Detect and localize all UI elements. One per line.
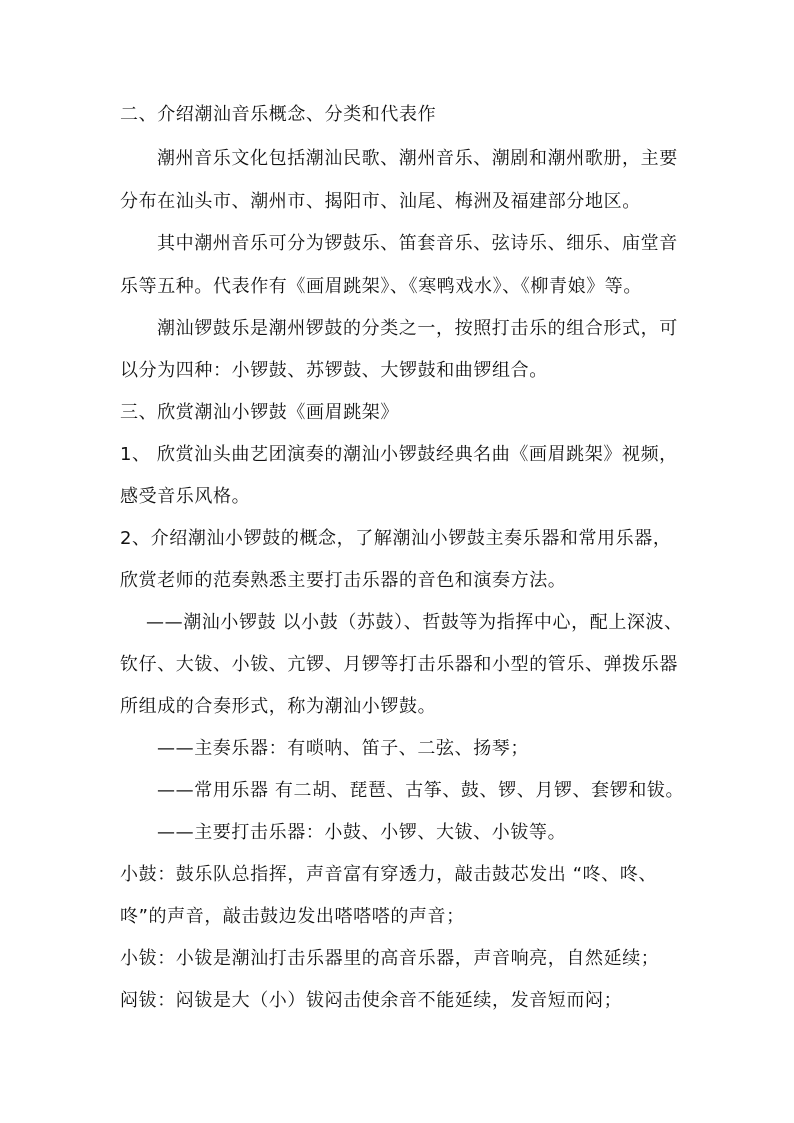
small-cymbal-line: 小钹：小钹是潮汕打击乐器里的高音乐器，声音响亮，自然延续； — [120, 948, 660, 969]
paragraph-2-line-1: 其中潮州音乐可分为锣鼓乐、笛套音乐、弦诗乐、细乐、庙堂音 — [157, 233, 678, 254]
common-instruments-line: ——常用乐器 有二胡、琵琶、古筝、鼓、锣、月锣、套锣和钹。 — [157, 780, 685, 801]
percussion-instruments-line: ——主要打击乐器：小鼓、小锣、大钹、小钹等。 — [157, 822, 567, 843]
section-heading-3: 三、欣赏潮汕小锣鼓《画眉跳架》 — [120, 402, 399, 423]
main-instruments-line: ——主奏乐器：有唢呐、笛子、二弦、扬琴； — [157, 738, 529, 759]
paragraph-3-line-2: 以分为四种：小锣鼓、苏锣鼓、大锣鼓和曲锣组合。 — [120, 360, 548, 381]
list-item-2-line-2: 欣赏老师的范奏熟悉主要打击乐器的音色和演奏方法。 — [120, 570, 567, 591]
list-item-1-line-2: 感受音乐风格。 — [120, 486, 251, 507]
list-item-2-line-1: 2、介绍潮汕小锣鼓的概念，了解潮汕小锣鼓主奏乐器和常用乐器， — [120, 528, 672, 549]
small-drum-line-2: 咚”的声音，敲击鼓边发出嗒嗒嗒的声音； — [120, 906, 465, 927]
definition-line-1: ——潮汕小锣鼓 以小鼓（苏鼓）、哲鼓等为指挥中心，配上深波、 — [146, 612, 683, 633]
paragraph-1-line-1: 潮州音乐文化包括潮汕民歌、潮州音乐、潮剧和潮州歌册，主要 — [157, 148, 678, 169]
definition-line-2: 钦仔、大钹、小钹、亢锣、月锣等打击乐器和小型的管乐、弹拨乐器 — [120, 654, 678, 675]
paragraph-1-line-2: 分布在汕头市、潮州市、揭阳市、汕尾、梅洲及福建部分地区。 — [120, 191, 641, 212]
definition-line-3: 所组成的合奏形式，称为潮汕小锣鼓。 — [120, 696, 437, 717]
list-item-1-line-1: 1、 欣赏汕头曲艺团演奏的潮汕小锣鼓经典名曲《画眉跳架》视频， — [120, 444, 678, 465]
small-drum-line-1: 小鼓：鼓乐队总指挥，声音富有穿透力，敲击鼓芯发出 “咚、咚、 — [120, 864, 658, 885]
paragraph-2-line-2: 乐等五种。代表作有《画眉跳架》、《寒鸭戏水》、《柳青娘》等。 — [120, 276, 642, 297]
section-heading-2: 二、介绍潮汕音乐概念、分类和代表作 — [120, 104, 437, 125]
muted-cymbal-line: 闷钹：闷钹是大（小）钹闷击使余音不能延续，发音短而闷； — [120, 990, 623, 1011]
paragraph-3-line-1: 潮汕锣鼓乐是潮州锣鼓的分类之一，按照打击乐的组合形式，可 — [157, 318, 678, 339]
